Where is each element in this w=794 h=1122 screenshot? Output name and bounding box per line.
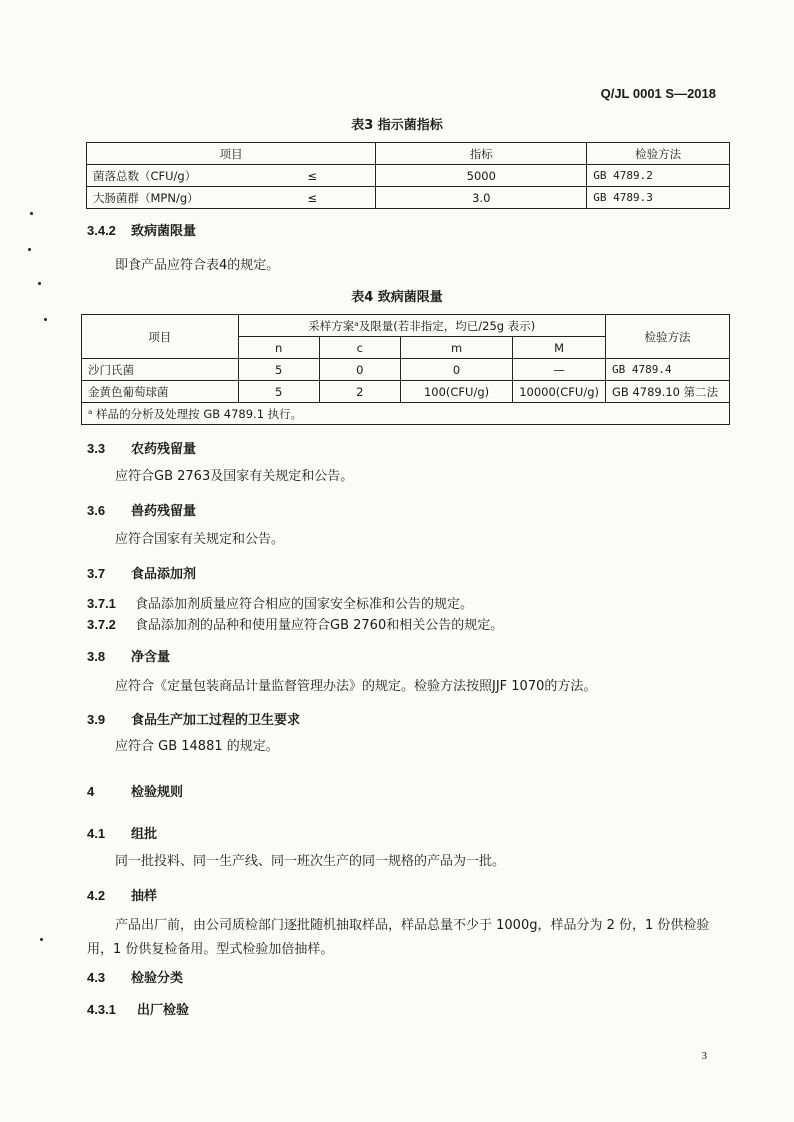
scan-speck [40, 938, 43, 941]
section-3-7-1: 3.7.1 食品添加剂质量应符合相应的国家安全标准和公告的规定。 [87, 596, 474, 612]
section-3-8-text: 应符合《定量包装商品计量监督管理办法》的规定。检验方法按照JJF 1070的方法。 [115, 679, 597, 694]
scan-speck [38, 282, 41, 285]
table4-header-method: 检验方法 [605, 315, 729, 359]
standard-number: Q/JL 0001 S—2018 [600, 86, 716, 101]
page-number: 3 [701, 1050, 707, 1062]
section-3-9-heading: 3.9 食品生产加工过程的卫生要求 [87, 712, 301, 728]
section-3-8-heading: 3.8 净含量 [87, 649, 171, 665]
section-3-4-2-heading: 3.4.2 致病菌限量 [87, 223, 197, 239]
section-3-7-2: 3.7.2 食品添加剂的品种和使用量应符合GB 2760和相关公告的规定。 [87, 617, 504, 633]
section-4-1-heading: 4.1 组批 [87, 826, 158, 842]
table3-header-method: 检验方法 [587, 143, 730, 165]
table4-caption: 表4 致病菌限量 [351, 290, 443, 305]
section-3-7-heading: 3.7 食品添加剂 [87, 566, 197, 582]
section-3-3-text: 应符合GB 2763及国家有关规定和公告。 [115, 469, 354, 484]
scan-speck [30, 212, 33, 215]
section-3-9-text: 应符合 GB 14881 的规定。 [115, 739, 279, 754]
scan-speck [44, 318, 47, 321]
section-4-1-text: 同一批投料、同一生产线、同一班次生产的同一规格的产品为一批。 [115, 854, 506, 869]
table4: 项目 采样方案ᵃ及限量(若非指定，均已/25g 表示) 检验方法 n c m M 沙门氏菌 5 0 0 — GB 4789.4 金黄色葡萄球菌 5 2 100(CFU/g) 10000(CFU/g) GB 4789.10 第二法 ᵃ 样品的分析及处理按 GB 4789.1 执行。 [81, 314, 730, 425]
section-4-heading: 4 检验规则 [87, 784, 184, 800]
table4-header-plan: 采样方案ᵃ及限量(若非指定，均已/25g 表示) [238, 315, 605, 337]
table-row: 菌落总数（CFU/g） ≤ 5000 GB 4789.2 [87, 165, 730, 187]
section-4-2-text: 产品出厂前，由公司质检部门逐批随机抽取样品，样品总量不少于 1000g，样品分为 2 份，1 份供检验用，1 份供复检备用。型式检验加倍抽样。 [87, 918, 710, 957]
table3-header-indicator: 指标 [376, 143, 587, 165]
scan-speck [28, 248, 31, 251]
table-row: 沙门氏菌 5 0 0 — GB 4789.4 [82, 359, 730, 381]
section-4-3-heading: 4.3 检验分类 [87, 970, 184, 986]
table3-header-item: 项目 [87, 143, 376, 165]
table4-footnote: ᵃ 样品的分析及处理按 GB 4789.1 执行。 [82, 403, 730, 425]
section-4-3-1-heading: 4.3.1 出厂检验 [87, 1002, 190, 1018]
section-3-6-heading: 3.6 兽药残留量 [87, 503, 197, 519]
section-4-2-heading: 4.2 抽样 [87, 888, 158, 904]
table3 [86, 142, 730, 209]
table-row: 金黄色葡萄球菌 5 2 100(CFU/g) 10000(CFU/g) GB 4789.10 第二法 [82, 381, 730, 403]
section-3-3-heading: 3.3 农药残留量 [87, 441, 197, 457]
table4-header-item: 项目 [82, 315, 239, 359]
table-row: 大肠菌群（MPN/g） ≤ 3.0 GB 4789.3 [87, 187, 730, 209]
table3-caption: 表3 指示菌指标 [351, 118, 443, 133]
section-3-4-2-text: 即食产品应符合表4的规定。 [115, 258, 280, 273]
section-3-6-text: 应符合国家有关规定和公告。 [115, 532, 285, 547]
